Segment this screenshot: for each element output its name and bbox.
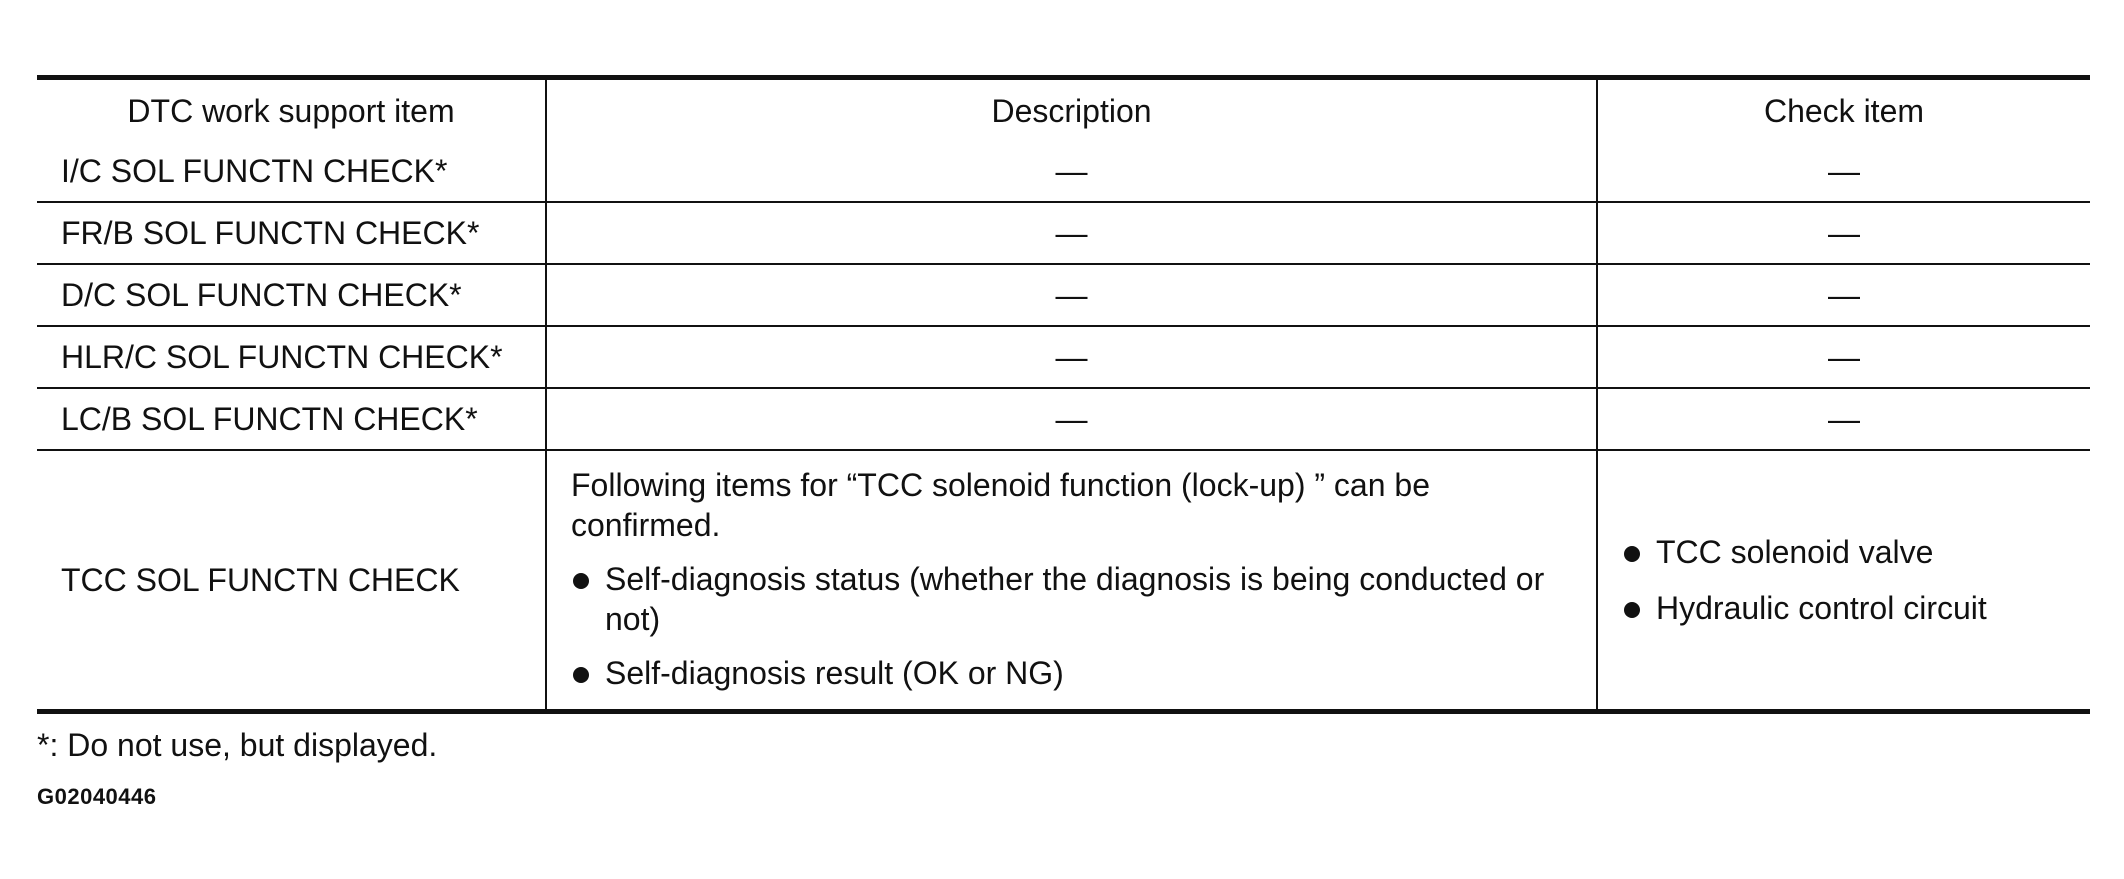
row-description-cell: —: [546, 264, 1597, 326]
list-item: [1622, 532, 2070, 572]
footnote: *: Do not use, but displayed.: [37, 727, 438, 763]
header-check-item: Check item: [1597, 78, 2090, 142]
bullet-icon: [1624, 546, 1640, 562]
row-item-cell: HLR/C SOL FUNCTN CHECK*: [37, 326, 546, 388]
header-dtc-work-support-item: DTC work support item: [37, 78, 546, 142]
list-item: [571, 653, 1572, 693]
row-check-cell: —: [1597, 326, 2090, 388]
description-block: [547, 457, 1596, 703]
bullet-icon: [573, 573, 589, 589]
row-check-cell: —: [1597, 264, 2090, 326]
check-bullet-list: [1622, 532, 2070, 628]
row-check-cell: —: [1597, 202, 2090, 264]
table-row: [37, 141, 2090, 202]
table-row: [37, 388, 2090, 450]
description-bullet-list: [571, 559, 1572, 693]
row-description-cell: —: [546, 141, 1597, 202]
table-row: [37, 326, 2090, 388]
bullet-text: Hydraulic control circuit: [1656, 590, 1987, 626]
dtc-work-support-table: [37, 75, 2090, 714]
figure-id: G02040446: [37, 784, 157, 809]
row-description-cell: [546, 450, 1597, 712]
table-row: [37, 202, 2090, 264]
row-check-cell: —: [1597, 388, 2090, 450]
list-item: [571, 559, 1572, 639]
row-check-cell: [1597, 450, 2090, 712]
bullet-text: Self-diagnosis result (OK or NG): [605, 655, 1064, 691]
header-description: Description: [546, 78, 1597, 142]
row-description-cell: —: [546, 326, 1597, 388]
table-header-row: [37, 78, 2090, 142]
row-item-cell: I/C SOL FUNCTN CHECK*: [37, 141, 546, 202]
row-description-cell: —: [546, 388, 1597, 450]
row-item-cell: LC/B SOL FUNCTN CHECK*: [37, 388, 546, 450]
row-check-cell: —: [1597, 141, 2090, 202]
row-item-cell: FR/B SOL FUNCTN CHECK*: [37, 202, 546, 264]
table-row: [37, 264, 2090, 326]
bullet-text: TCC solenoid valve: [1656, 534, 1934, 570]
bullet-icon: [573, 667, 589, 683]
row-item-cell: D/C SOL FUNCTN CHECK*: [37, 264, 546, 326]
table-row-tcc: [37, 450, 2090, 712]
list-item: [1622, 588, 2070, 628]
row-item-cell: TCC SOL FUNCTN CHECK: [37, 450, 546, 712]
description-intro: Following items for “TCC solenoid function (lock-up) ” can be confirmed.: [571, 467, 1430, 543]
check-block: [1598, 532, 2090, 628]
bullet-icon: [1624, 602, 1640, 618]
row-description-cell: —: [546, 202, 1597, 264]
bullet-text: Self-diagnosis status (whether the diagnosis is being conducted or not): [605, 561, 1545, 637]
